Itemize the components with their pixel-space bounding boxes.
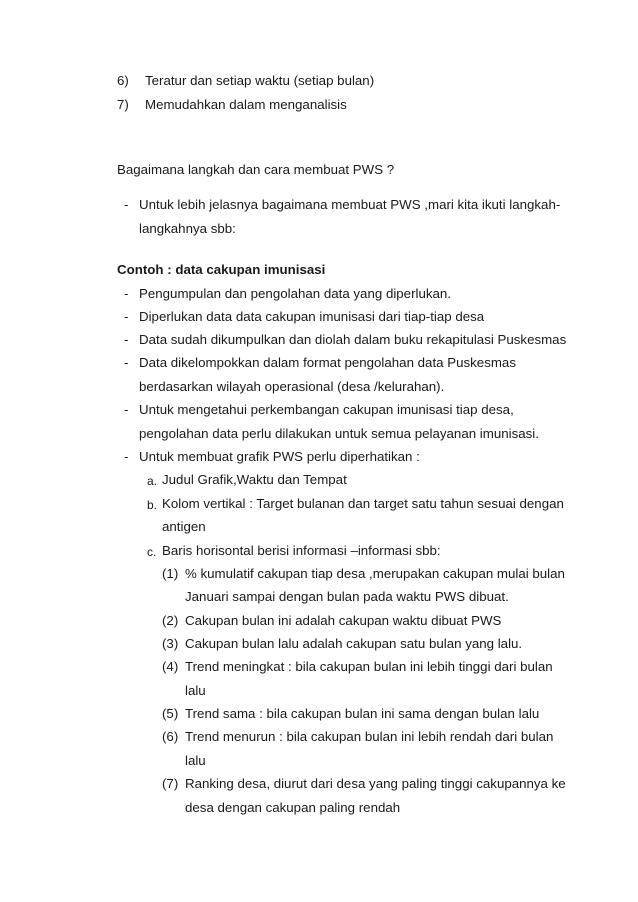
numbered-text: Cakupan bulan ini adalah cakupan waktu dibuat PWS: [185, 613, 502, 628]
sub-item-text: Baris horisontal berisi informasi –informasi sbb:: [162, 543, 441, 558]
list-text: Memudahkan dalam menganalisis: [145, 97, 347, 112]
bullet-text: Data dikelompokkan dalam format pengolahan data Puskesmas: [139, 355, 516, 370]
bullet-marker: -: [124, 355, 129, 370]
sub-item-marker: b.: [147, 498, 158, 512]
bullet-marker: -: [124, 286, 129, 301]
sub-item-text: Judul Grafik,Waktu dan Tempat: [162, 472, 347, 487]
numbered-text: Ranking desa, diurut dari desa yang paling tinggi cakupannya ke: [185, 776, 566, 791]
sub-item-marker: a.: [147, 474, 158, 488]
numbered-marker: (4): [162, 659, 179, 674]
intro-line-2: langkahnya sbb:: [139, 221, 236, 236]
intro-line-1: Untuk lebih jelasnya bagaimana membuat PWS ,mari kita ikuti langkah-: [139, 197, 561, 212]
bullet-text: Data sudah dikumpulkan dan diolah dalam buku rekapitulasi Puskesmas: [139, 332, 567, 347]
numbered-text: Trend sama : bila cakupan bulan ini sama dengan bulan lalu: [185, 706, 540, 721]
numbered-marker: (5): [162, 706, 179, 721]
bullet-marker: -: [124, 402, 129, 417]
numbered-text: Cakupan bulan lalu adalah cakupan satu bulan yang lalu.: [185, 636, 523, 651]
numbered-text: Trend meningkat : bila cakupan bulan ini lebih tinggi dari bulan: [185, 659, 553, 674]
numbered-marker: (3): [162, 636, 179, 651]
sub-item-text-continued: antigen: [162, 519, 206, 534]
bullet-text: Untuk mengetahui perkembangan cakupan imunisasi tiap desa,: [139, 402, 514, 417]
intro-bullet-marker: -: [124, 197, 129, 212]
bullet-text: Untuk membuat grafik PWS perlu diperhatikan :: [139, 449, 420, 464]
list-text: Teratur dan setiap waktu (setiap bulan): [145, 73, 375, 88]
numbered-text-continued: desa dengan cakupan paling rendah: [185, 800, 401, 815]
numbered-text: Trend menurun : bila cakupan bulan ini lebih rendah dari bulan: [185, 729, 554, 744]
sub-item-marker: c.: [147, 545, 157, 559]
bullet-text-continued: pengolahan data perlu dilakukan untuk semua pelayanan imunisasi.: [139, 426, 539, 441]
numbered-marker: (1): [162, 566, 179, 581]
bullet-marker: -: [124, 309, 129, 324]
section-question: Bagaimana langkah dan cara membuat PWS ?: [117, 162, 395, 177]
numbered-text: % kumulatif cakupan tiap desa ,merupakan cakupan mulai bulan: [185, 566, 565, 581]
sub-item-text: Kolom vertikal : Target bulanan dan target satu tahun sesuai dengan: [162, 496, 564, 511]
bullet-text: Pengumpulan dan pengolahan data yang diperlukan.: [139, 286, 451, 301]
numbered-marker: (2): [162, 613, 179, 628]
numbered-marker: (7): [162, 776, 179, 791]
bullet-text-continued: berdasarkan wilayah operasional (desa /kelurahan).: [139, 379, 445, 394]
numbered-text-continued: Januari sampai dengan bulan pada waktu PWS dibuat.: [185, 589, 509, 604]
bullet-marker: -: [124, 332, 129, 347]
bullet-text: Diperlukan data data cakupan imunisasi dari tiap-tiap desa: [139, 309, 485, 324]
list-number: 7): [117, 97, 129, 112]
numbered-text-continued: lalu: [185, 753, 206, 768]
bullet-marker: -: [124, 449, 129, 464]
numbered-text-continued: lalu: [185, 683, 206, 698]
list-number: 6): [117, 73, 129, 88]
numbered-marker: (6): [162, 729, 179, 744]
section-heading: Contoh : data cakupan imunisasi: [117, 262, 326, 277]
